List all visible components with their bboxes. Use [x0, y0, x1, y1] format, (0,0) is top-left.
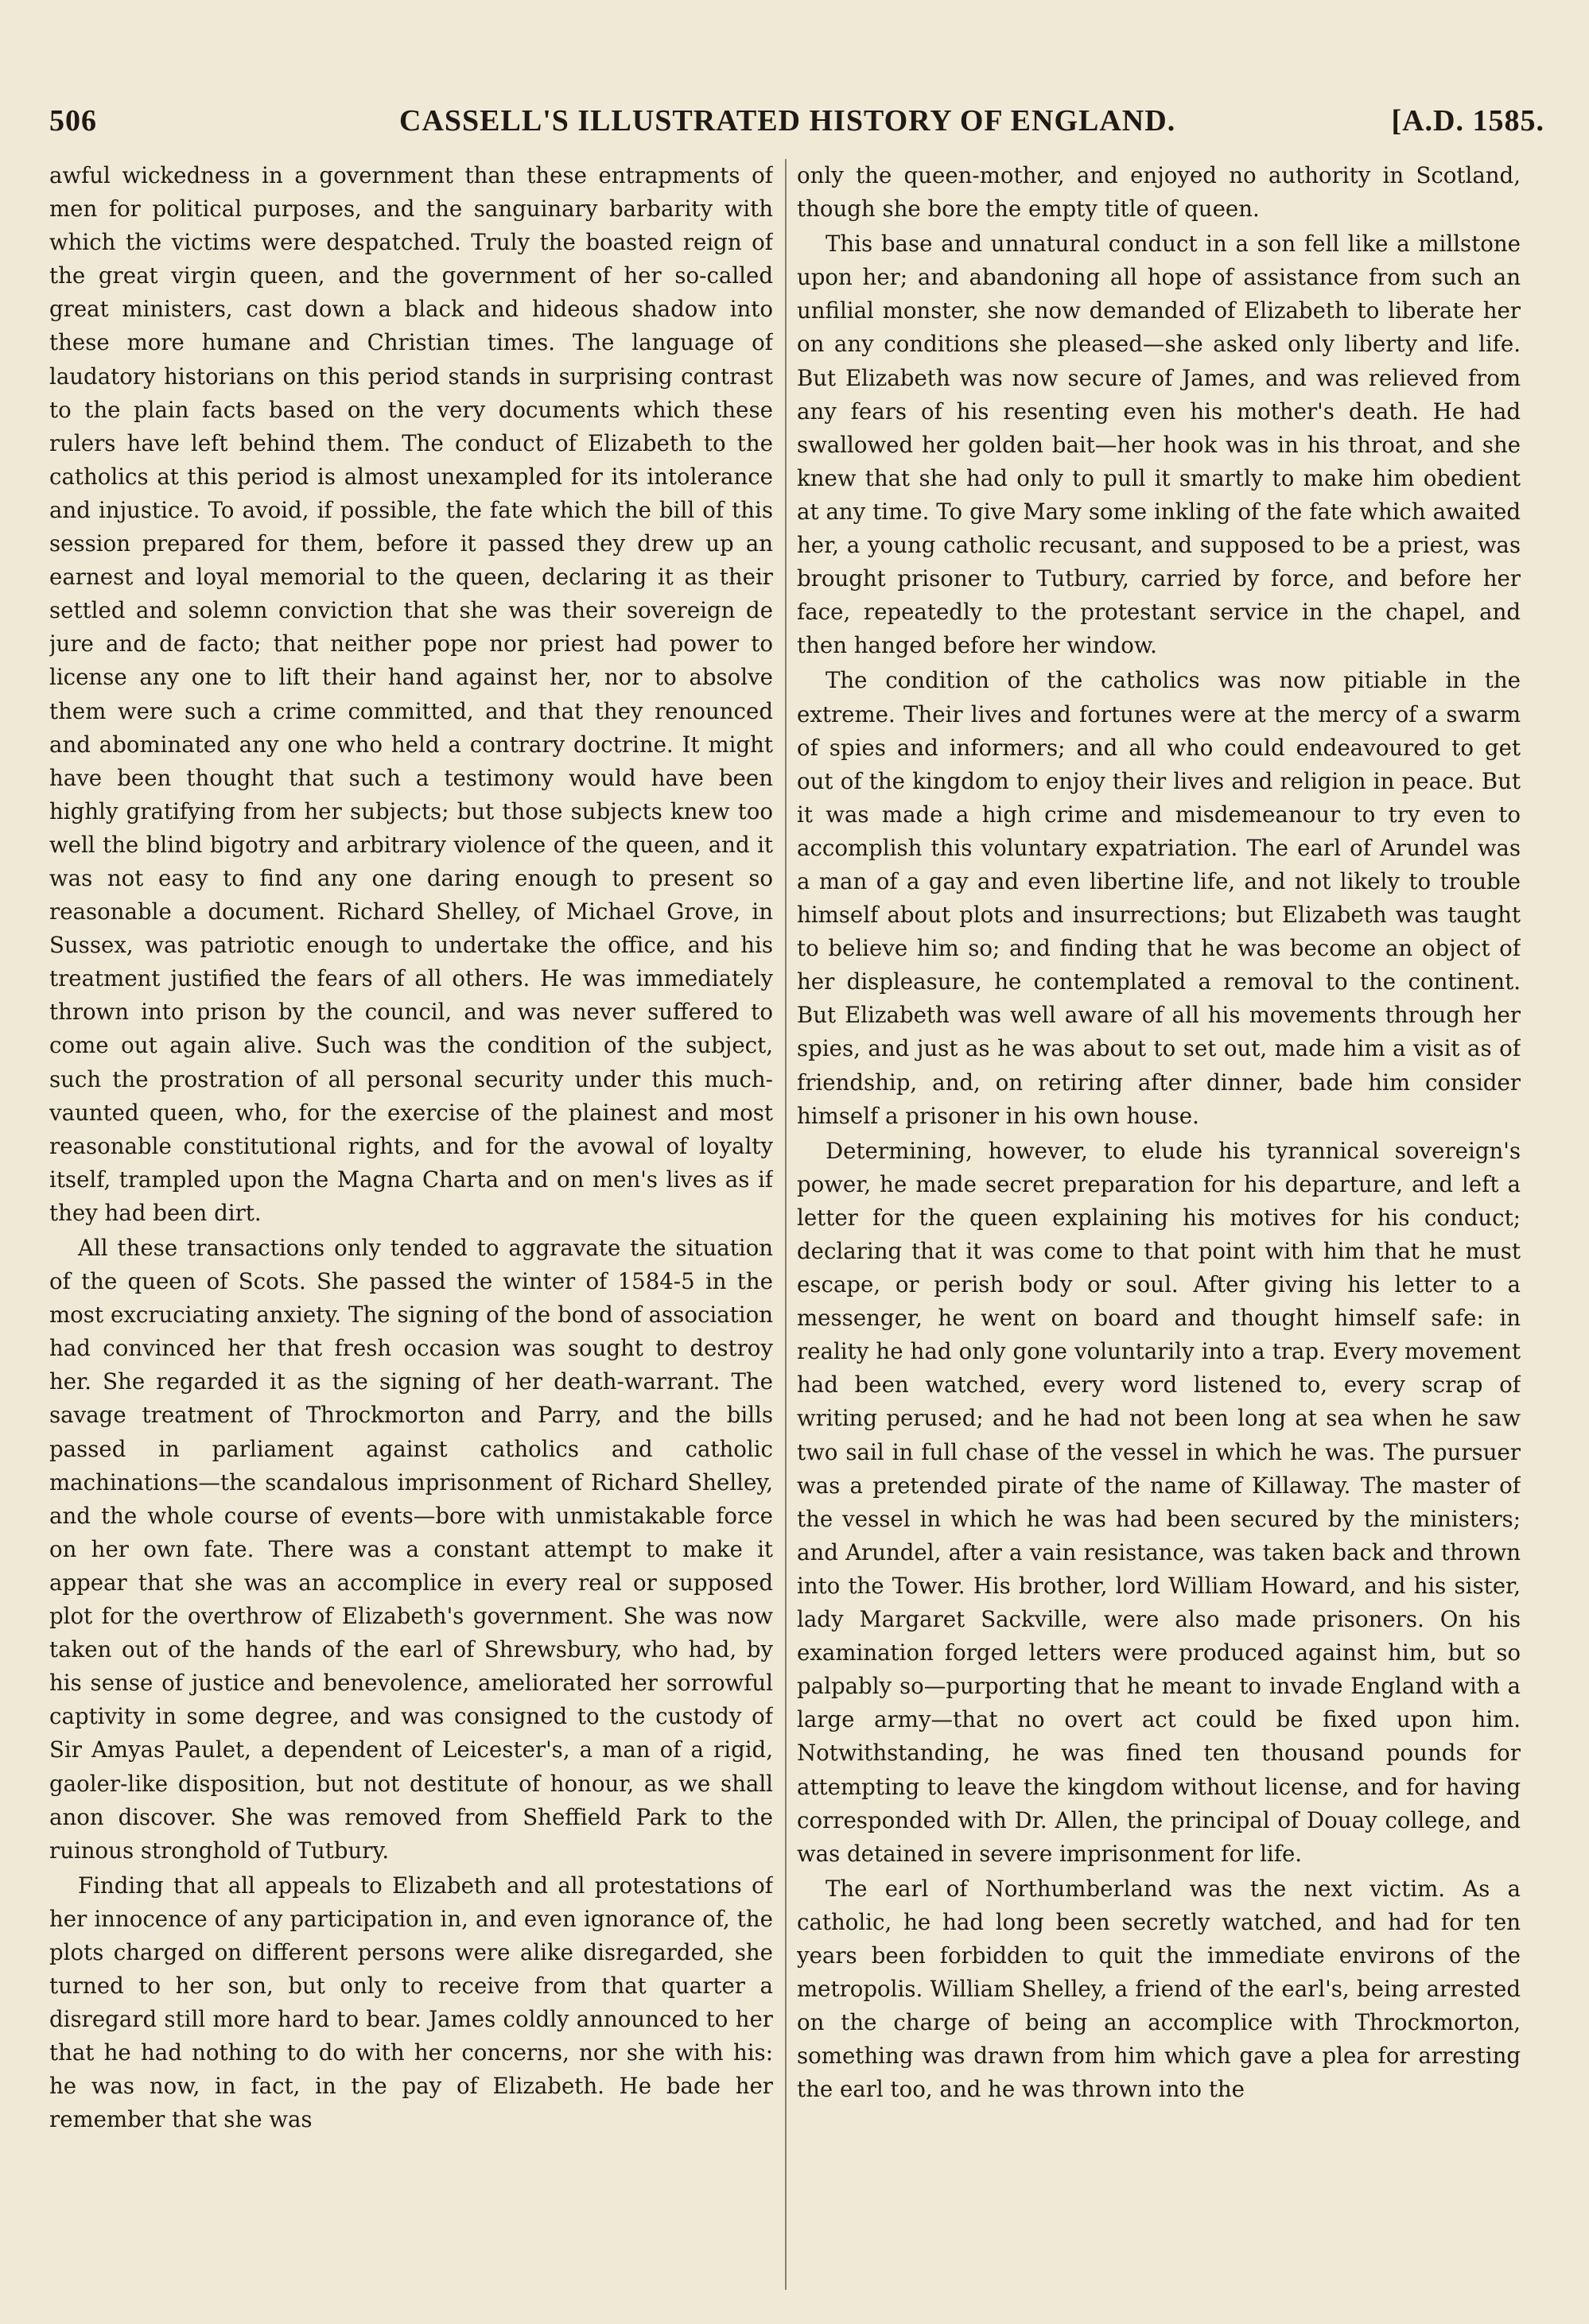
paragraph: only the queen-mother, and enjoyed no authority in Scotland, though she bore the empty title of queen. — [797, 162, 1521, 223]
paragraph: Determining, however, to elude his tyrannical sovereign's power, he made secret preparation for his departure, and left a letter for the queen explaining his motives for his conduct; declaring that it was come to that point with him that he must escape, or perish body or soul. After giving his letter to a messenger, he went on board and thought himself safe: in reality he had only gone voluntarily into a trap. Every movement had been watched, every word listened to, every scrap of writing perused; and he had not been long at sea when he saw two sail in full chase of the vessel in which he was. The pursuer was a pretended pirate of the name of Killaway. The master of the vessel in which he was had been secured by the ministers; and Arundel, after a vain resistance, was taken back and thrown into the Tower. His brother, lord William Howard, and his sister, lady Margaret Sackville, were also made prisoners. On his examination forged letters were produced against him, but so palpably so—purporting that he meant to invade England with a large army—that no overt act could be fixed upon him. Notwithstanding, he was fined ten thousand pounds for attempting to leave the kingdom without license, and for having corresponded with Dr. Allen, the principal of Douay college, and was detained in severe imprisonment for life. — [797, 1137, 1521, 1867]
paragraph: This base and unnatural conduct in a son fell like a millstone upon her; and abandoning all hope of assistance from such an unfilial monster, she now demanded of Elizabeth to liberate her on any conditions she pleased—she asked only liberty and life. But Elizabeth was now secure of James, and was relieved from any fears of his resenting even his mother's death. He had swallowed her golden bait—her hook was in his throat, and she knew that she had only to pull it smartly to make him obedient at any time. To give Mary some inkling of the fate which awaited her, a young catholic recusant, and supposed to be a priest, was brought prisoner to Tutbury, carried by force, and before her face, repeatedly to the protestant service in the chapel, and then hanged before her window. — [797, 231, 1521, 659]
two-column-body — [49, 159, 1544, 2290]
left-column — [49, 159, 773, 2290]
running-header — [49, 103, 1544, 151]
paragraph: All these transactions only tended to aggravate the situation of the queen of Scots. She passed the winter of 1584-5 in the most excruciating anxiety. The signing of the bond of association had convinced her that fresh occasion was sought to destroy her. She regarded it as the signing of her death-warrant. The savage treatment of Throckmorton and Parry, and the bills passed in parliament against catholics and catholic machinations—the scandalous imprisonment of Richard Shelley, and the whole course of events—bore with unmistakable force on her own fate. There was a constant attempt to make it appear that she was an accomplice in every real or supposed plot for the overthrow of Elizabeth's government. She was now taken out of the hands of the earl of Shrewsbury, who had, by his sense of justice and benevolence, ameliorated her sorrowful captivity in some degree, and was consigned to the custody of Sir Amyas Paulet, a dependent of Leicester's, a man of a rigid, gaoler-like disposition, but not destitute of honour, as we shall anon discover. She was removed from Sheffield Park to the ruinous stronghold of Tutbury. — [49, 1235, 773, 1864]
page-number: 506 — [49, 104, 97, 138]
paragraph: The earl of Northumberland was the next victim. As a catholic, he had long been secretly watched, and had for ten years been forbidden to quit the immediate environs of the metropolis. William Shelley, a friend of the earl's, being arrested on the charge of being an accomplice with Throckmorton, something was drawn from him which gave a plea for arresting the earl too, and he was thrown into the — [797, 1875, 1521, 2103]
book-page — [49, 103, 1544, 2298]
paragraph: The condition of the catholics was now pitiable in the extreme. Their lives and fortunes were at the mercy of a swarm of spies and informers; and all who could endeavoured to get out of the kingdom to enjoy their lives and religion in peace. But it was made a high crime and misdemeanour to try even to accomplish this voluntary expatriation. The earl of Arundel was a man of a gay and even libertine life, and not likely to trouble himself about plots and insurrections; but Elizabeth was taught to believe him so; and finding that he was become an object of her displeasure, he contemplated a removal to the continent. But Elizabeth was well aware of all his movements through her spies, and just as he was about to set out, made him a visit as of friendship, and, on retiring after dinner, bade him consider himself a prisoner in his own house. — [797, 667, 1521, 1129]
running-title: CASSELL'S ILLUSTRATED HISTORY OF ENGLAND. — [399, 104, 1176, 138]
column-divider — [785, 159, 787, 2290]
paragraph: Finding that all appeals to Elizabeth and all protestations of her innocence of any participation in, and even ignorance of, the plots charged on different persons were alike disregarded, she turned to her son, but only to receive from that quarter a disregard still more hard to bear. James coldly announced to her that he had nothing to do with her concerns, nor she with his: he was now, in fact, in the pay of Elizabeth. He bade her remember that she was — [49, 1872, 773, 2133]
header-date: [A.D. 1585. — [1391, 104, 1544, 138]
right-column — [797, 159, 1521, 2290]
paragraph: awful wickedness in a government than these entrapments of men for political purposes, and the sanguinary barbarity with which the victims were despatched. Truly the boasted reign of the great virgin queen, and the government of her so-called great ministers, cast down a black and hideous shadow into these more humane and Christian times. The language of laudatory historians on this period stands in surprising contrast to the plain facts based on the very documents which these rulers have left behind them. The conduct of Elizabeth to the catholics at this period is almost unexampled for its intolerance and injustice. To avoid, if possible, the fate which the bill of this session prepared for them, before it passed they drew up an earnest and loyal memorial to the queen, declaring it as their settled and solemn conviction that she was their sovereign de jure and de facto; that neither pope nor priest had power to license any one to lift their hand against her, nor to absolve them were such a crime committed, and that they renounced and abominated any one who held a contrary doctrine. It might have been thought that such a testimony would have been highly gratifying from her subjects; but those subjects knew too well the blind bigotry and arbitrary violence of the queen, and it was not easy to find any one daring enough to present so reasonable a document. Richard Shelley, of Michael Grove, in Sussex, was patriotic enough to undertake the office, and his treatment justified the fears of all others. He was immediately thrown into prison by the council, and was never suffered to come out again alive. Such was the condition of the subject, such the prostration of all personal security under this much-vaunted queen, who, for the exercise of the plainest and most reasonable constitutional rights, and for the avowal of loyalty itself, trampled upon the Magna Charta and on men's lives as if they had been dirt. — [49, 162, 773, 1226]
